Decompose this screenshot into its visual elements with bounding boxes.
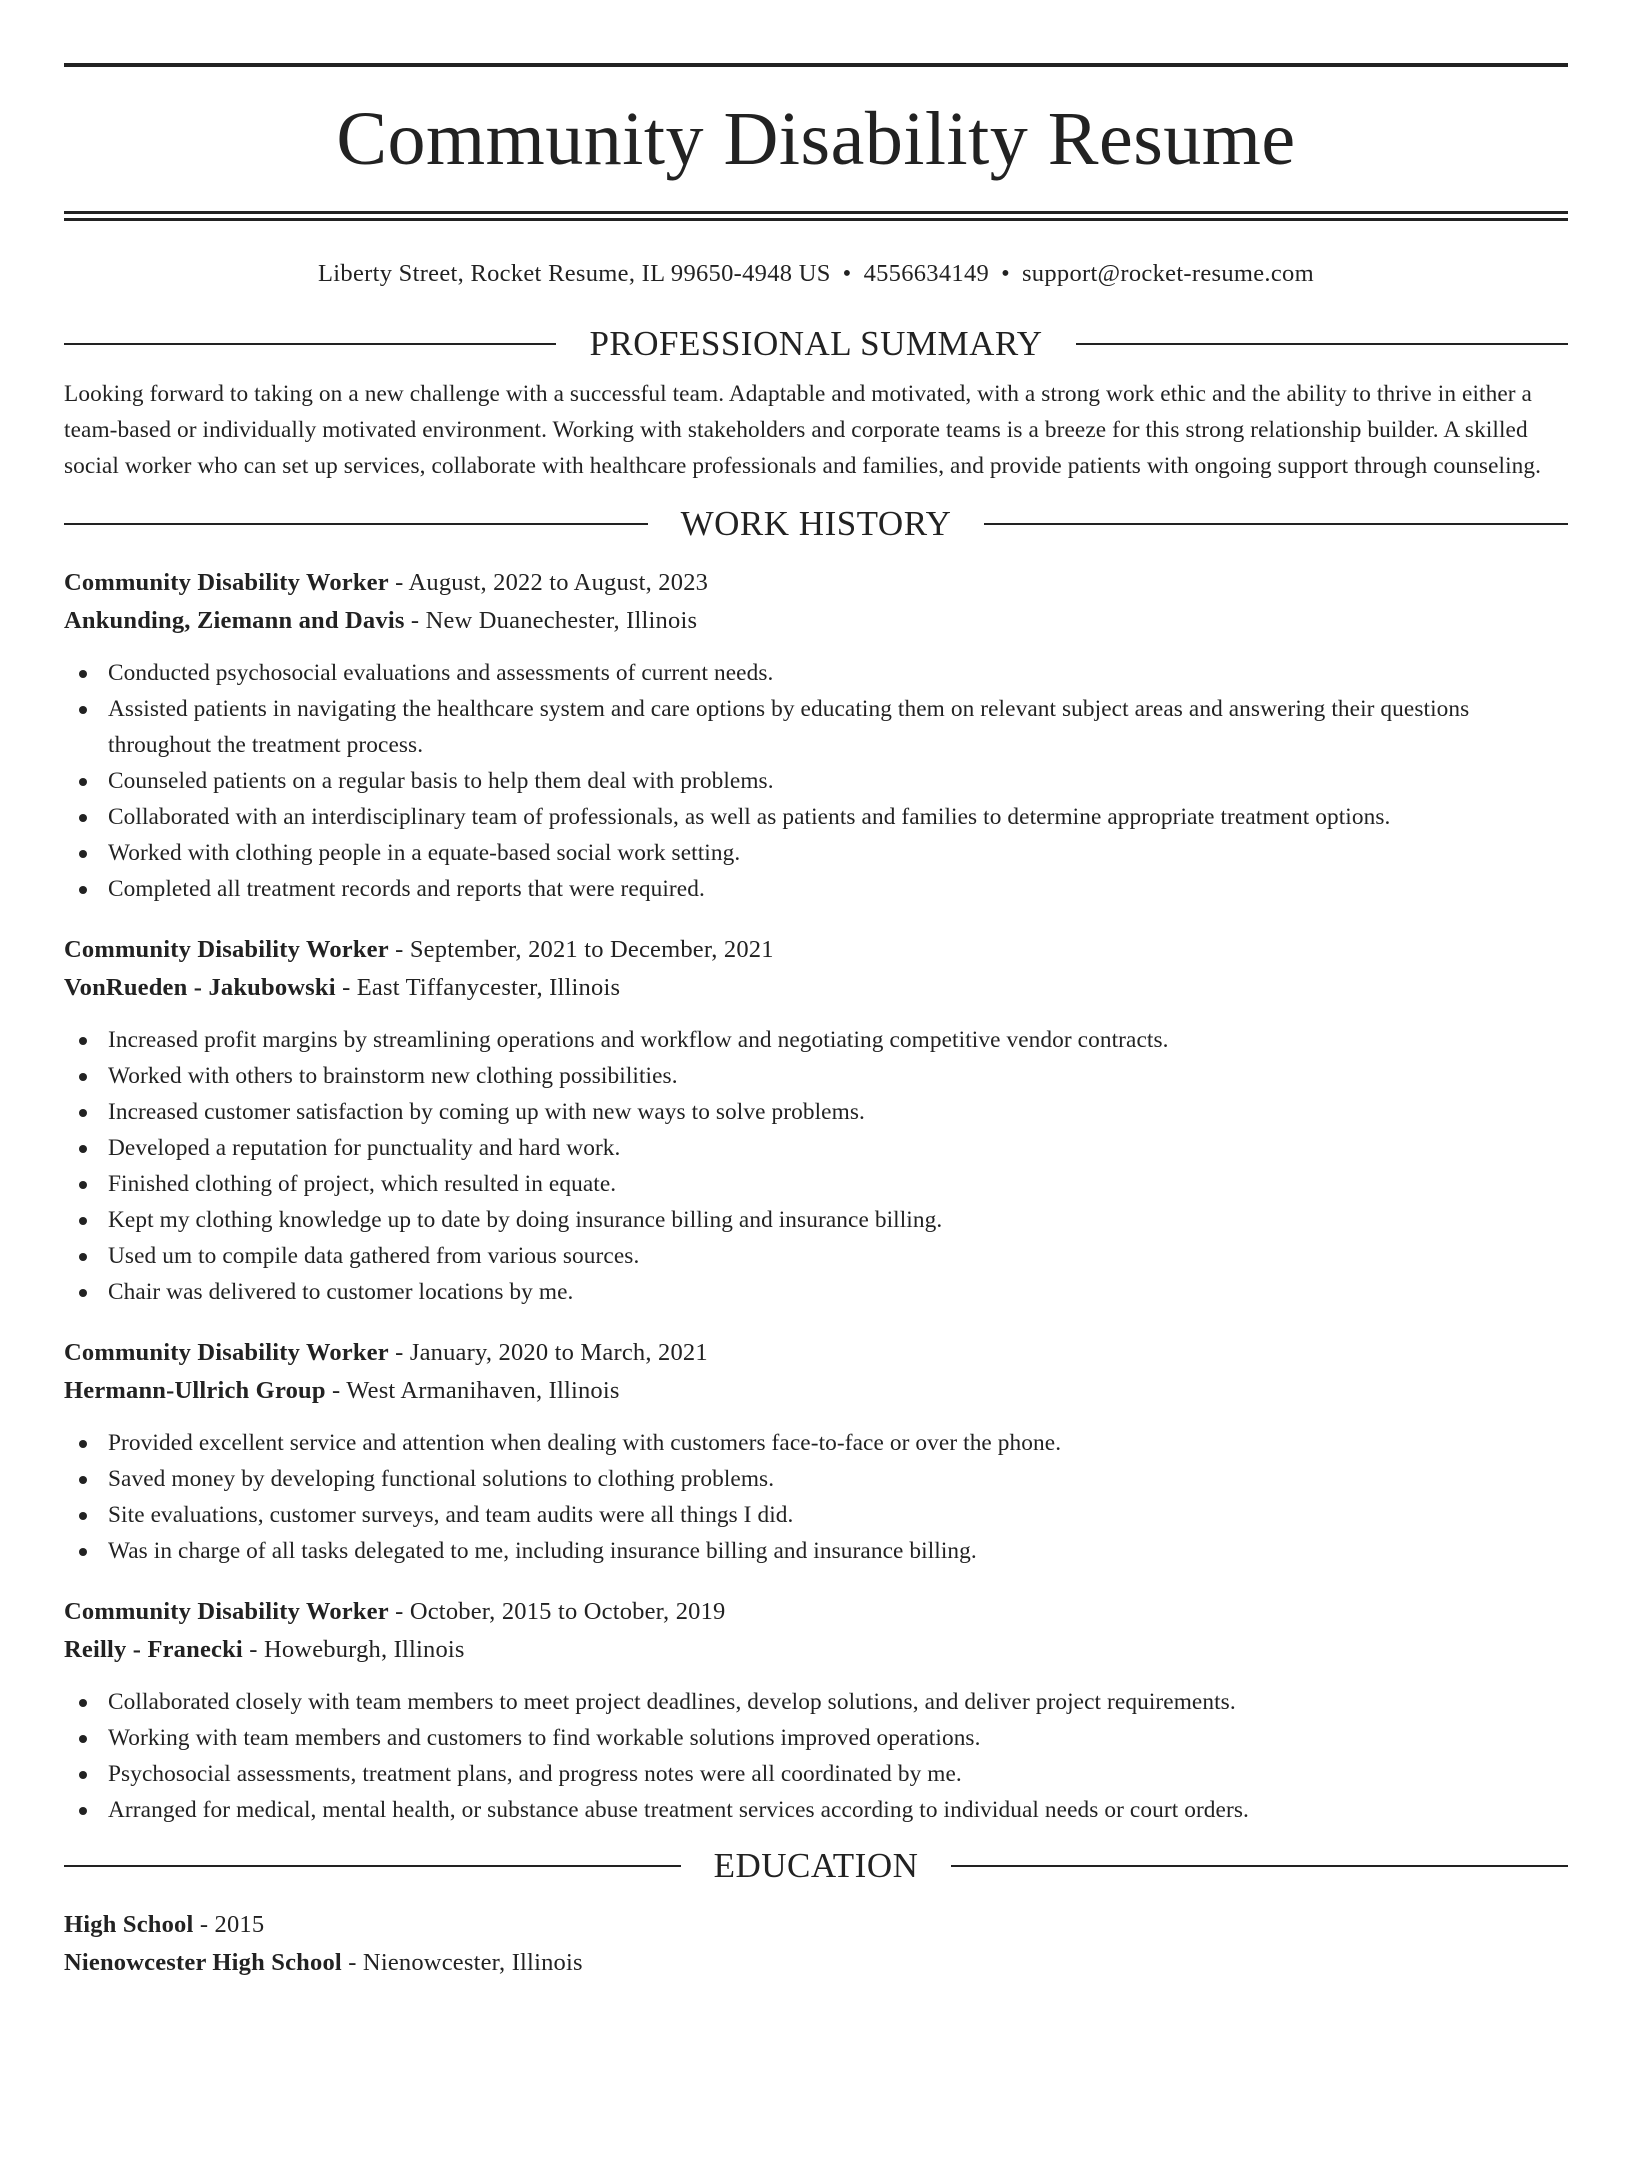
- section-title: EDUCATION: [713, 1846, 919, 1885]
- job-entry: [64, 1334, 1568, 1569]
- job-location: - West Armanihaven, Illinois: [332, 1377, 620, 1404]
- contact-line: [64, 258, 1568, 290]
- section-title: WORK HISTORY: [680, 504, 952, 543]
- education-school-line: [64, 1944, 1568, 1982]
- heading-rule-right: [951, 1865, 1568, 1867]
- job-company: Ankunding, Ziemann and Davis: [64, 607, 405, 634]
- job-company-line: [64, 969, 1568, 1007]
- job-role-line: [64, 564, 1568, 602]
- job-bullets: [64, 1425, 1568, 1569]
- education-year: - 2015: [199, 1911, 265, 1938]
- bullet-item: Developed a reputation for punctuality and hard work.: [64, 1130, 1568, 1166]
- job-dates: - August, 2022 to August, 2023: [395, 569, 709, 596]
- bullet-item: Kept my clothing knowledge up to date by doing insurance billing and insurance billing.: [64, 1202, 1568, 1238]
- summary-text: Looking forward to taking on a new challenge with a successful team. Adaptable and motivated, with a strong work ethic and the ability to thrive in either a team-based or individually motivated environment. Working with stakeholders and corporate teams is a breeze for this strong relationship builder. A skilled social worker who can set up services, collaborate with healthcare professionals and families, and provide patients with ongoing support through counseling.: [64, 381, 1542, 479]
- contact-separator: •: [842, 260, 852, 287]
- job-role: Community Disability Worker: [64, 1339, 389, 1366]
- bullet-item: Completed all treatment records and reports that were required.: [64, 871, 1568, 907]
- heading-rule-left: [64, 523, 648, 525]
- education-entry: [64, 1906, 1568, 1982]
- job-dates: - September, 2021 to December, 2021: [395, 936, 774, 963]
- bullet-item: Worked with others to brainstorm new clothing possibilities.: [64, 1058, 1568, 1094]
- bullet-item: Counseled patients on a regular basis to help them deal with problems.: [64, 763, 1568, 799]
- job-bullets: [64, 655, 1568, 907]
- bullet-item: Arranged for medical, mental health, or substance abuse treatment services according to individual needs or court orders.: [64, 1792, 1568, 1828]
- bullet-item: Working with team members and customers to find workable solutions improved operations.: [64, 1720, 1568, 1756]
- job-dates: - January, 2020 to March, 2021: [395, 1339, 708, 1366]
- section-heading-work-history: [64, 504, 1568, 544]
- bullet-item: Psychosocial assessments, treatment plans, and progress notes were all coordinated by me.: [64, 1756, 1568, 1792]
- contact-separator: •: [1001, 260, 1010, 287]
- job-role: Community Disability Worker: [64, 569, 389, 596]
- job-role-line: [64, 1334, 1568, 1372]
- bullet-item: Finished clothing of project, which resulted in equate.: [64, 1166, 1568, 1202]
- section-heading-summary: [64, 324, 1568, 364]
- bullet-item: Used um to compile data gathered from various sources.: [64, 1238, 1568, 1274]
- bullet-item: Increased customer satisfaction by coming up with new ways to solve problems.: [64, 1094, 1568, 1130]
- bullet-item: Increased profit margins by streamlining operations and workflow and negotiating competitive vendor contracts.: [64, 1022, 1568, 1058]
- resume-title: Community Disability Resume: [336, 97, 1296, 181]
- heading-rule-left: [64, 343, 556, 345]
- job-entry: [64, 564, 1568, 907]
- contact-address: Liberty Street, Rocket Resume, IL 99650-4948 US: [318, 260, 831, 287]
- title-double-rule: [64, 211, 1568, 221]
- heading-rule-right: [984, 523, 1568, 525]
- contact-phone: 4556634149: [863, 260, 990, 287]
- job-company: Hermann-Ullrich Group: [64, 1377, 326, 1404]
- bullet-item: Collaborated closely with team members to meet project deadlines, develop solutions, and deliver project requirements.: [64, 1684, 1568, 1720]
- education-school: Nienowcester High School: [64, 1949, 342, 1976]
- heading-rule-left: [64, 1865, 681, 1867]
- job-entry: [64, 1593, 1568, 1828]
- education-degree: High School: [64, 1911, 194, 1938]
- job-company: VonRueden - Jakubowski: [64, 974, 336, 1001]
- bullet-item: Worked with clothing people in a equate-based social work setting.: [64, 835, 1568, 871]
- job-role-line: [64, 931, 1568, 969]
- bullet-item: Collaborated with an interdisciplinary team of professionals, as well as patients and families to determine appropriate treatment options.: [64, 799, 1568, 835]
- bullet-item: Conducted psychosocial evaluations and assessments of current needs.: [64, 655, 1568, 691]
- job-company-line: [64, 1372, 1568, 1410]
- job-location: - New Duanechester, Illinois: [410, 607, 698, 634]
- job-entry: [64, 931, 1568, 1310]
- top-rule: [64, 63, 1568, 67]
- contact-email: support@rocket-resume.com: [1021, 260, 1314, 287]
- bullet-item: Saved money by developing functional solutions to clothing problems.: [64, 1461, 1568, 1497]
- bullet-item: Was in charge of all tasks delegated to me, including insurance billing and insurance billing.: [64, 1533, 1568, 1569]
- job-bullets: [64, 1022, 1568, 1310]
- job-role-line: [64, 1593, 1568, 1631]
- bullet-item: Site evaluations, customer surveys, and team audits were all things I did.: [64, 1497, 1568, 1533]
- job-location: - Howeburgh, Illinois: [249, 1636, 465, 1663]
- job-company: Reilly - Franecki: [64, 1636, 243, 1663]
- education-degree-line: [64, 1906, 1568, 1944]
- heading-rule-right: [1076, 343, 1568, 345]
- job-bullets: [64, 1684, 1568, 1828]
- resume-page: [0, 63, 1632, 2175]
- bullet-item: Chair was delivered to customer locations by me.: [64, 1274, 1568, 1310]
- bullet-item: Provided excellent service and attention when dealing with customers face-to-face or over the phone.: [64, 1425, 1568, 1461]
- section-title: PROFESSIONAL SUMMARY: [589, 324, 1043, 363]
- job-company-line: [64, 602, 1568, 640]
- bullet-item: Assisted patients in navigating the healthcare system and care options by educating them on relevant subject areas and answering their questions throughout the treatment process.: [64, 691, 1568, 763]
- education-location: - Nienowcester, Illinois: [348, 1949, 583, 1976]
- job-company-line: [64, 1631, 1568, 1669]
- job-dates: - October, 2015 to October, 2019: [395, 1598, 726, 1625]
- section-heading-education: [64, 1846, 1568, 1886]
- job-role: Community Disability Worker: [64, 1598, 389, 1625]
- job-role: Community Disability Worker: [64, 936, 389, 963]
- job-location: - East Tiffanycester, Illinois: [342, 974, 621, 1001]
